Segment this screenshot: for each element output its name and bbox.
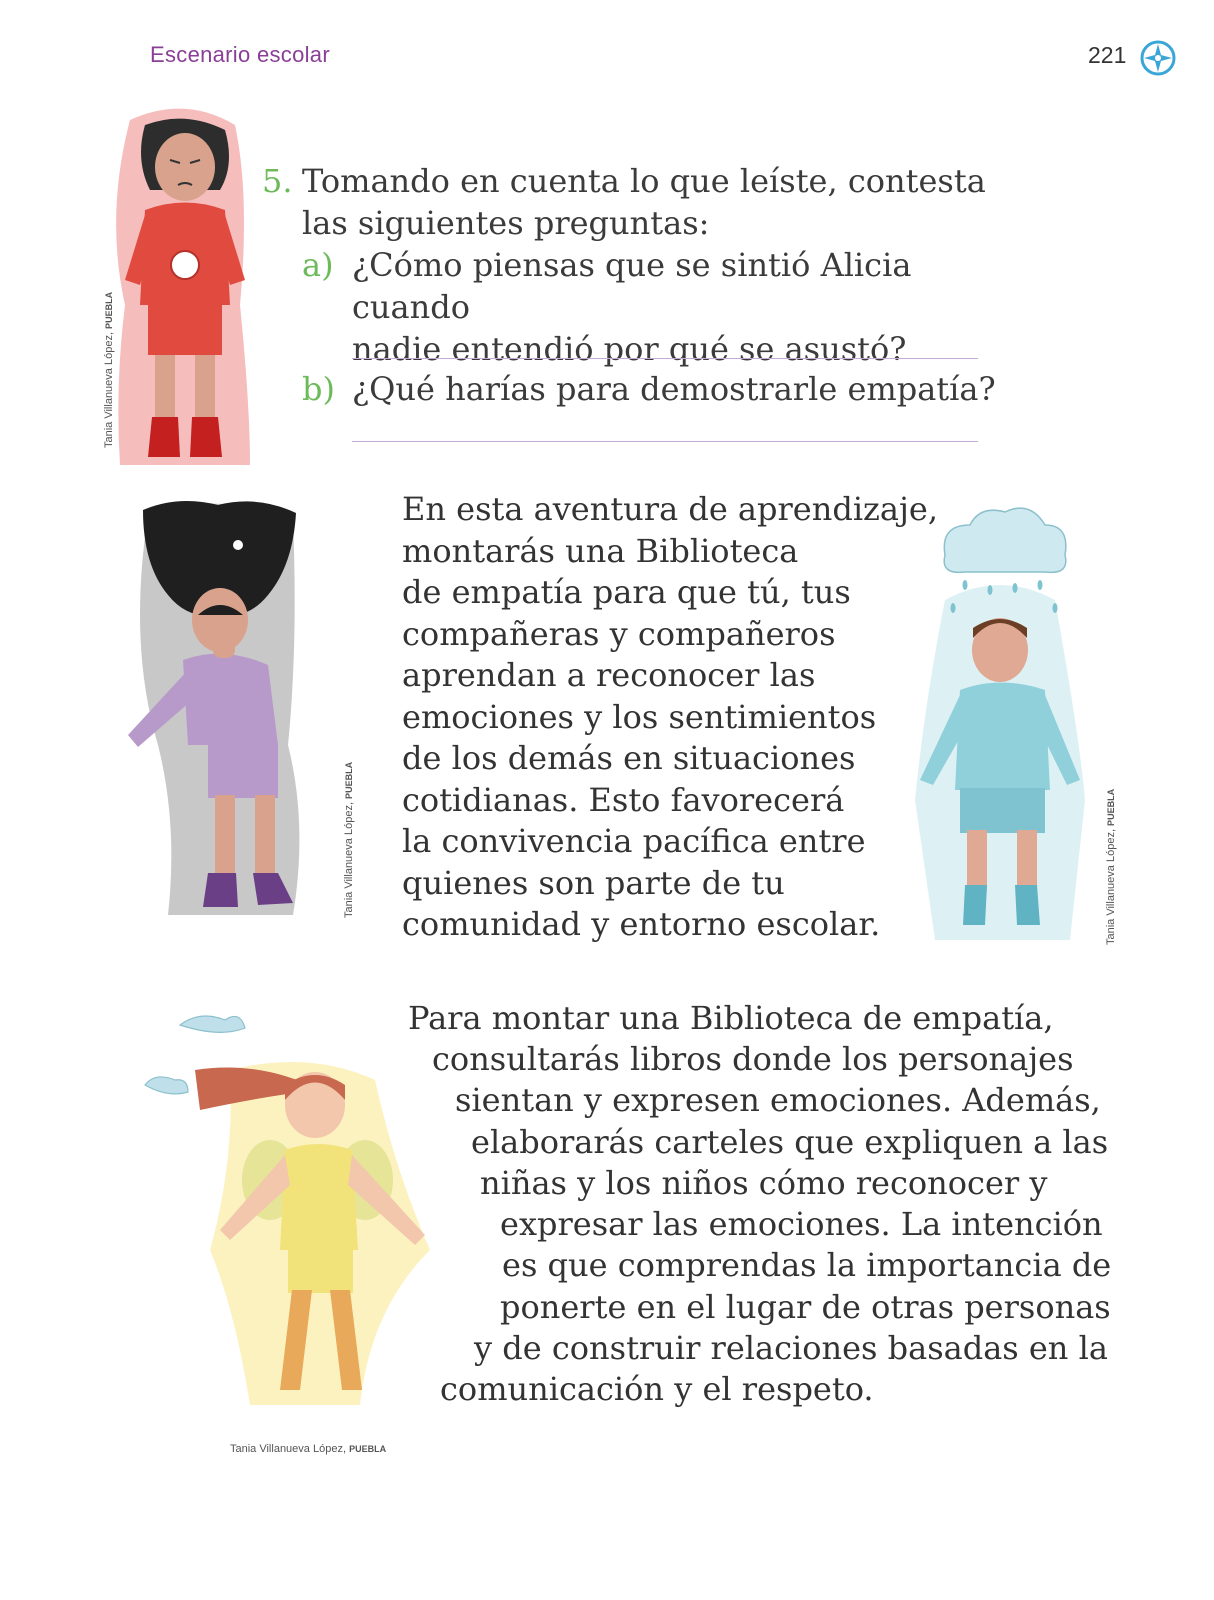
sub-question-line: ¿Cómo piensas que se sintió Alicia cuando [352, 246, 912, 326]
angry-child-illustration [100, 105, 270, 470]
scared-child-illustration [118, 495, 318, 925]
paragraph-line: es que comprendas la importancia de [502, 1246, 1112, 1284]
question-stem-line: las siguientes preguntas: [302, 204, 710, 242]
sub-question-b-text [352, 368, 1002, 410]
question-stem-line: Tomando en cuenta lo que leíste, contesta [302, 162, 986, 200]
happy-child-wings-illustration [140, 1010, 450, 1415]
paragraph-line: y de construir relaciones basadas en la [474, 1329, 1108, 1367]
sub-question-b-letter: b) [302, 370, 335, 408]
paragraph-line: quienes son parte de tu [402, 863, 785, 902]
paragraph-line: comunidad y entorno escolar. [402, 905, 881, 943]
illustration-credit: Tania Villanueva López, PUEBLA [1105, 788, 1117, 945]
paragraph-line: En esta aventura de aprendizaje, [402, 490, 939, 528]
section-title: Escenario escolar [150, 42, 330, 67]
paragraph-biblioteca-intro [402, 489, 938, 946]
paragraph-line: de empatía para que tú, tus [402, 573, 851, 611]
sub-question-line: nadie entendió por qué se asustó? [352, 330, 907, 368]
paragraph-line: elaborarás carteles que expliquen a las [471, 1123, 1109, 1161]
sub-question-a-text [352, 244, 1002, 370]
page-number: 221 [1088, 42, 1127, 68]
paragraph-line: aprendan a reconocer las [402, 656, 816, 694]
paragraph-line: cotidianas. Esto favorecerá [402, 780, 845, 819]
paragraph-line: ponerte en el lugar de otras personas [500, 1288, 1111, 1326]
sub-question-line: ¿Qué harías para demostrarle empatía? [352, 370, 996, 408]
paragraph-line: consultarás libros donde los personajes [432, 1040, 1074, 1078]
paragraph-line: de los demás en situaciones [402, 739, 856, 777]
illustration-credit: Tania Villanueva López, PUEBLA [230, 1443, 387, 1455]
sub-question-a-letter: a) [302, 246, 334, 284]
answer-line-a[interactable] [352, 358, 978, 359]
question-number: 5. [262, 162, 293, 200]
paragraph-line: compañeras y compañeros [402, 614, 836, 653]
paragraph-line: la convivencia pacífica entre [402, 822, 866, 860]
compass-rose-icon [1140, 40, 1176, 76]
paragraph-line: sientan y expresen emociones. Además, [455, 1081, 1101, 1119]
illustration-credit: Tania Villanueva López, PUEBLA [343, 761, 355, 918]
paragraph-line: Para montar una Biblioteca de empatía, [408, 999, 1054, 1037]
paragraph-line: expresar las emociones. La intención [500, 1205, 1103, 1243]
paragraph-line: montarás una Biblioteca [402, 531, 799, 570]
answer-line-b[interactable] [352, 441, 978, 442]
paragraph-line: comunicación y el respeto. [440, 1370, 874, 1408]
sad-child-rain-cloud-illustration [905, 500, 1090, 945]
illustration-credit: Tania Villanueva López, PUEBLA [103, 291, 115, 448]
question-stem [302, 160, 1002, 244]
paragraph-line: niñas y los niños cómo reconocer y [480, 1164, 1048, 1202]
paragraph-line: emociones y los sentimientos [402, 697, 877, 736]
